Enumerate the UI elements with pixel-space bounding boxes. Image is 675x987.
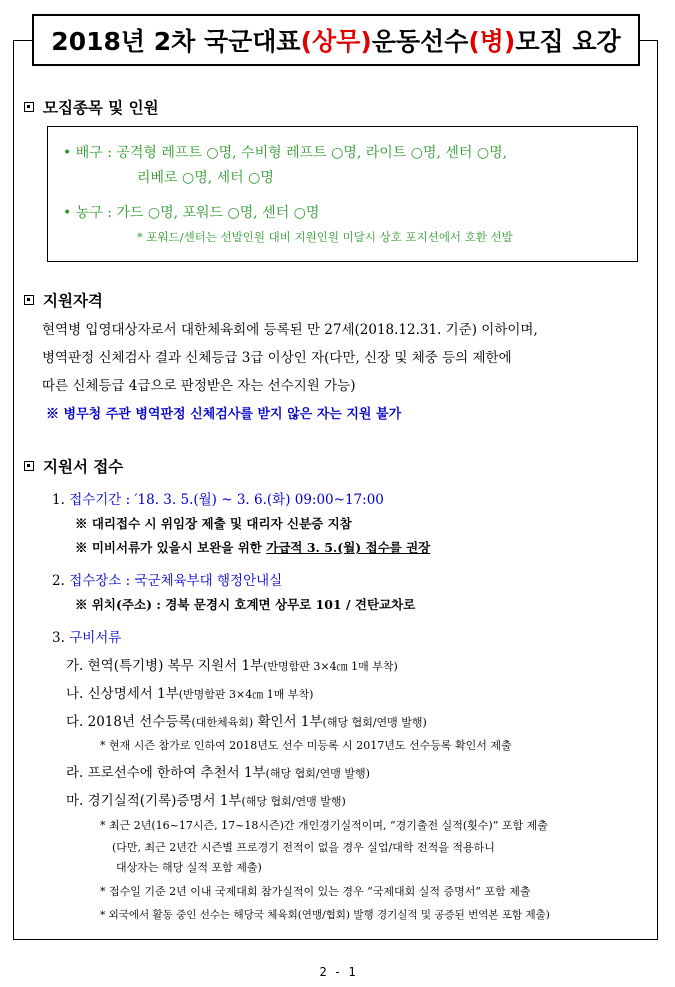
doc-ma-note-2: * 접수일 기준 2년 이내 국제대회 참가실적이 있는 경우 “국제대회 실적 증명서” 포함 제출: [100, 885, 531, 898]
doc-ma: 마. 경기실적(기록)증명서 1부(해당 협회/연맹 발행): [66, 793, 346, 809]
page-number: 2 - 1: [319, 965, 356, 979]
qualification-line-3: 따른 신체등급 4급으로 판정받은 자는 선수지원 가능): [42, 378, 356, 394]
basketball-line: • 농구 : 가드 ○명, 포워드 ○명, 센터 ○명: [63, 205, 320, 221]
doc-da-note: * 현재 시즌 참가로 인하여 2018년도 선수 미등록 시 2017년도 선수등록 확인서 제출: [100, 739, 512, 752]
place-note: ※ 위치(주소) : 경북 문경시 호계면 상무로 101 / 견탄교차로: [75, 597, 416, 612]
section-heading-qualification: 지원자격: [24, 289, 103, 311]
period-item: 1. 접수기간 : ′18. 3. 5.(월) ~ 3. 6.(화) 09:00~17:00: [52, 492, 384, 508]
page-title: [32, 14, 640, 66]
section-heading-recruit: 모집종목 및 인원: [24, 96, 159, 118]
doc-na: 나. 신상명세서 1부(반명함판 3×4㎝ 1매 부착): [66, 686, 314, 702]
square-bullet-icon: [24, 461, 34, 471]
volleyball-line-1: • 배구 : 공격형 레프트 ○명, 수비형 레프트 ○명, 라이트 ○명, 센터 ○명,: [63, 145, 508, 161]
place-item: 2. 접수장소 : 국군체육부대 행정안내실: [52, 573, 283, 589]
doc-ma-note-1b: (다만, 최근 2년간 시즌별 프로경기 전적이 없을 경우 실업/대학 전적을 적용하니: [112, 841, 495, 854]
volleyball-line-2: 리베로 ○명, 세터 ○명: [137, 170, 274, 186]
square-bullet-icon: [24, 295, 34, 305]
qualification-line-1: 현역병 입영대상자로서 대한체육회에 등록된 만 27세(2018.12.31. 기준) 이하이며,: [42, 322, 538, 338]
title-paren-sangmu: (상무): [300, 27, 372, 56]
period-note-2: ※ 미비서류가 있을시 보완을 위한 가급적 3. 5.(월) 접수를 권장: [75, 540, 431, 555]
period-note-1: ※ 대리접수 시 위임장 제출 및 대리자 신분증 지참: [75, 516, 352, 531]
doc-ma-note-3: * 외국에서 활동 중인 선수는 해당국 체육회(연맹/협회) 발행 경기실적 및 공증된 번역본 포함 제출): [100, 909, 550, 921]
title-paren-byeong: (병): [468, 27, 516, 56]
title-text-1: 2018년 2차 국군대표: [51, 27, 301, 56]
doc-ra: 라. 프로선수에 한하여 추천서 1부(해당 협회/연맹 발행): [66, 765, 370, 781]
basketball-note: * 포워드/센터는 선발인원 대비 지원인원 미달시 상호 포지션에서 호환 선발: [137, 230, 513, 244]
docs-item: 3. 구비서류: [52, 630, 122, 646]
doc-da: 다. 2018년 선수등록(대한체육회) 확인서 1부(해당 협회/연맹 발행): [66, 714, 427, 730]
doc-ma-note-1c: 대상자는 해당 실적 포함 제출): [116, 861, 262, 874]
title-text-3: 모집 요강: [515, 27, 621, 56]
doc-ma-note-1: * 최근 2년(16~17시즌, 17~18시즌)간 개인경기실적이며, “경기출전 실적(횟수)” 포함 제출: [100, 819, 548, 832]
doc-ga: 가. 현역(특기병) 복무 지원서 1부(반명함판 3×4㎝ 1매 부착): [66, 658, 398, 674]
section-heading-application: 지원서 접수: [24, 455, 123, 477]
title-text-2: 운동선수: [371, 27, 469, 56]
qualification-warning: ※ 병무청 주관 병역판정 신체검사를 받지 않은 자는 지원 불가: [46, 407, 402, 422]
square-bullet-icon: [24, 102, 34, 112]
qualification-line-2: 병역판정 신체검사 결과 신체등급 3급 이상인 자(다만, 신장 및 체중 등의 제한에: [42, 350, 512, 366]
